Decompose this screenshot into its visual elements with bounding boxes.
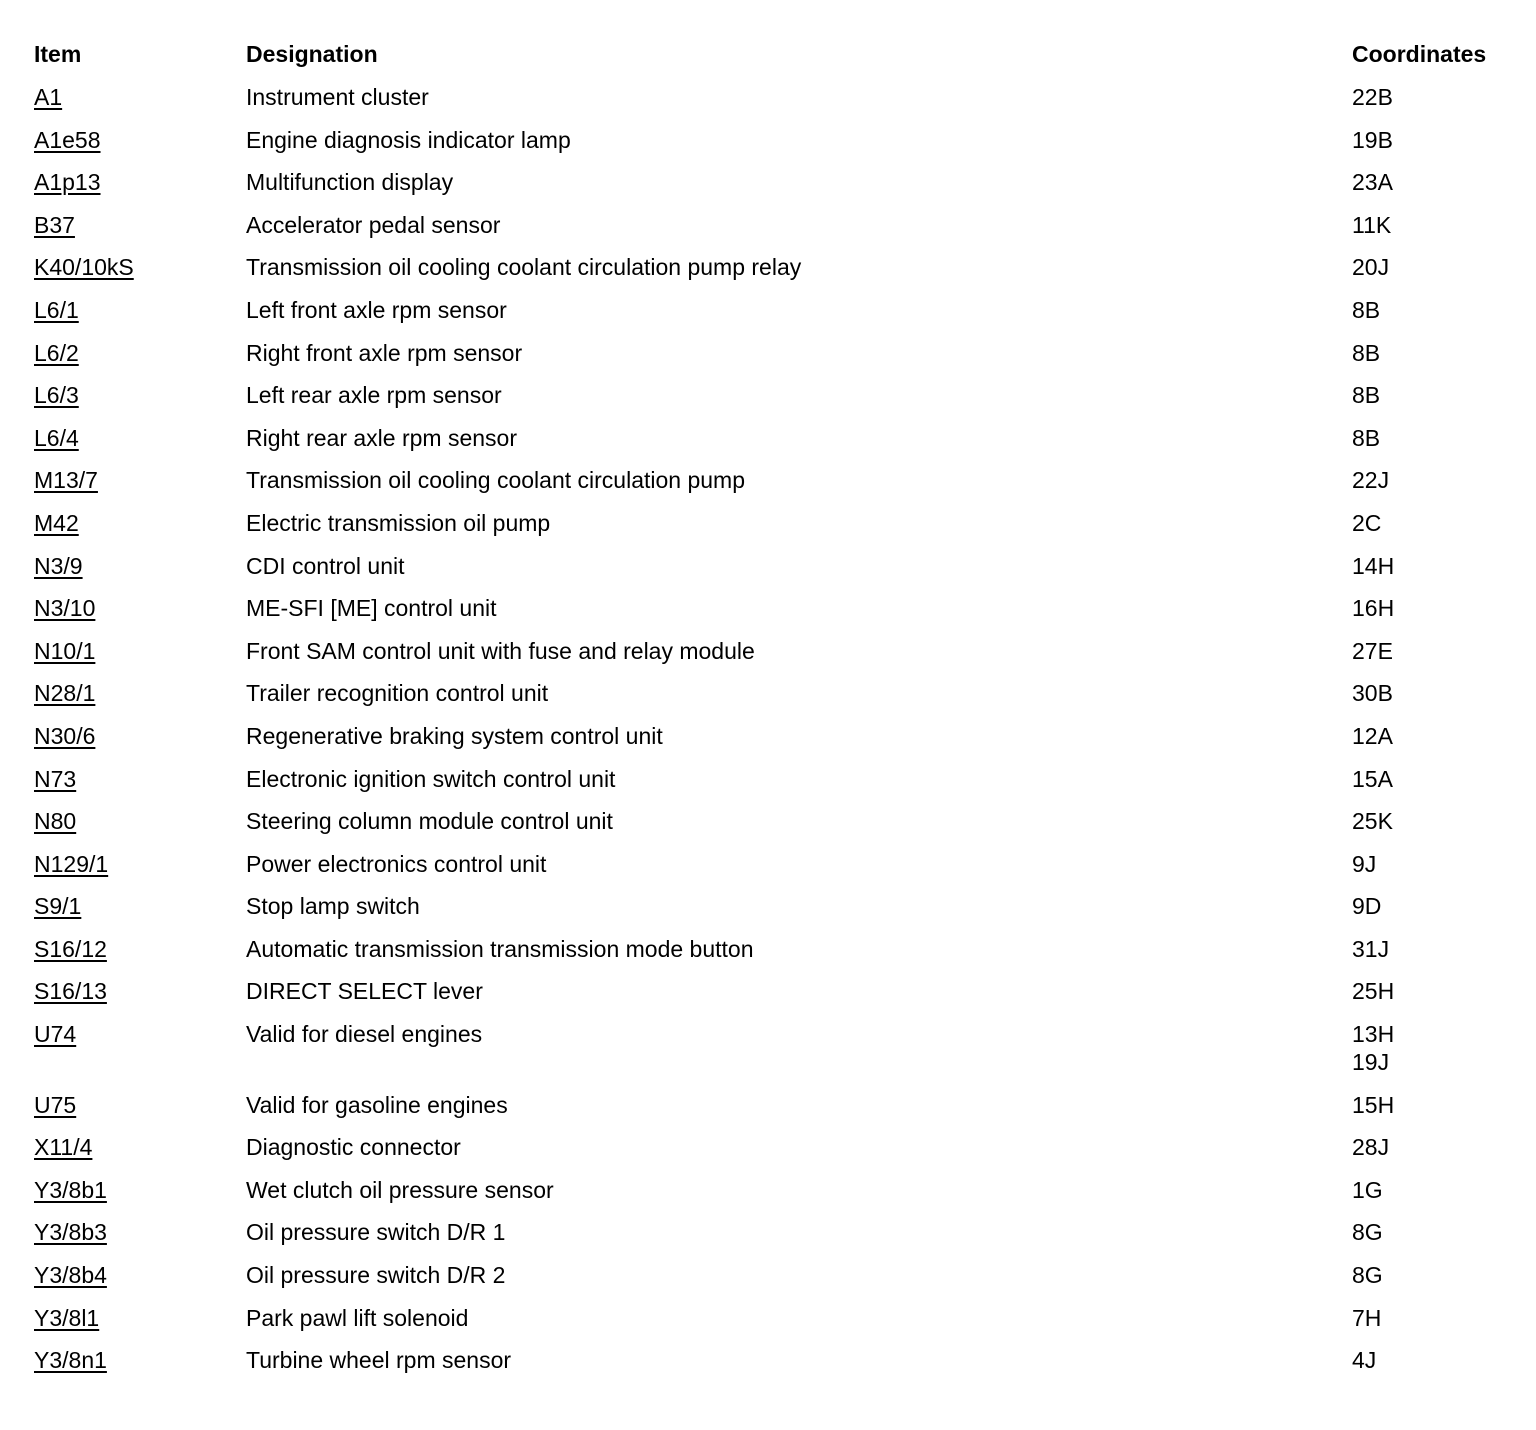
header-item: Item [34,41,82,67]
item-link[interactable]: U75 [34,1091,77,1118]
item-cell [34,246,246,289]
designation-cell: Multifunction display [246,169,454,196]
item-link[interactable]: M42 [34,509,79,536]
table-row [34,332,1512,375]
coordinate-value: 8G [1352,1219,1383,1246]
coordinate-value: 19J [1352,1049,1390,1076]
component-legend-table [34,40,1512,1382]
coordinates-cell [1352,1297,1512,1340]
table-row [34,119,1512,162]
coordinates-cell [1352,843,1512,886]
item-link[interactable]: L6/3 [34,382,79,409]
coordinate-value: 12A [1352,722,1393,749]
item-link[interactable]: L6/4 [34,424,79,451]
table-row [34,246,1512,289]
item-cell [34,1013,246,1084]
item-cell [34,630,246,673]
coordinate-value: 27E [1352,637,1393,664]
designation-cell: Left front axle rpm sensor [246,296,507,323]
coordinate-value: 8G [1352,1262,1383,1289]
item-link[interactable]: A1e58 [34,126,101,153]
item-link[interactable]: X11/4 [34,1134,93,1161]
coordinate-value: 15A [1352,765,1393,792]
table-header [34,40,1512,76]
coordinates-cell [1352,119,1512,162]
table-row [34,545,1512,588]
table-row [34,204,1512,247]
table-row [34,459,1512,502]
coordinate-value: 9J [1352,850,1377,877]
coordinate-value: 4J [1352,1347,1377,1374]
coordinates-cell [1352,1013,1512,1084]
item-link[interactable]: N28/1 [34,680,96,707]
coordinate-value: 23A [1352,169,1393,196]
item-link[interactable]: U74 [34,1021,77,1048]
designation-cell: Turbine wheel rpm sensor [246,1347,512,1374]
item-link[interactable]: N30/6 [34,722,96,749]
designation-cell: Right front axle rpm sensor [246,339,523,366]
designation-cell: Valid for gasoline engines [246,1091,508,1118]
table-row [34,1169,1512,1212]
item-link[interactable]: A1 [34,84,63,110]
designation-cell: Right rear axle rpm sensor [246,424,517,451]
item-link[interactable]: Y3/8n1 [34,1347,107,1374]
coordinates-cell [1352,246,1512,289]
coordinates-cell [1352,374,1512,417]
designation-cell: ME-SFI [ME] control unit [246,595,497,622]
coordinates-cell [1352,1084,1512,1127]
designation-cell: Stop lamp switch [246,893,420,920]
coordinate-value: 8B [1352,296,1381,323]
item-link[interactable]: Y3/8b4 [34,1262,107,1289]
header-designation: Designation [246,41,378,67]
table-row [34,374,1512,417]
coordinates-cell [1352,1211,1512,1254]
coordinate-value: 7H [1352,1304,1382,1331]
item-cell [34,1126,246,1169]
designation-cell: Transmission oil cooling coolant circulation pump [246,467,745,494]
item-link[interactable]: N129/1 [34,850,109,877]
coordinates-cell [1352,417,1512,460]
table-row [34,502,1512,545]
designation-cell: Oil pressure switch D/R 1 [246,1219,506,1246]
item-cell [34,587,246,630]
table-row [34,758,1512,801]
item-link[interactable]: A1p13 [34,169,101,196]
designation-cell: DIRECT SELECT lever [246,978,483,1005]
coordinate-value: 31J [1352,935,1390,962]
coordinates-cell [1352,545,1512,588]
coordinate-value: 16H [1352,595,1395,622]
designation-cell: Automatic transmission transmission mode button [246,935,754,962]
item-cell [34,1254,246,1297]
table-row [34,587,1512,630]
item-cell [34,545,246,588]
item-link[interactable]: S9/1 [34,893,82,920]
item-cell [34,76,246,119]
table-row [34,843,1512,886]
item-link[interactable]: N3/10 [34,595,96,622]
coordinates-cell [1352,502,1512,545]
designation-cell: Accelerator pedal sensor [246,211,501,238]
header-row [34,40,1512,76]
coordinates-cell [1352,204,1512,247]
item-cell [34,1297,246,1340]
designation-cell: Valid for diesel engines [246,1021,483,1048]
coordinates-cell [1352,1126,1512,1169]
coordinate-value: 14H [1352,552,1395,579]
designation-cell: Regenerative braking system control unit [246,722,663,749]
item-link[interactable]: Y3/8b1 [34,1176,107,1203]
coordinates-cell [1352,332,1512,375]
item-link[interactable]: K40/10kS [34,254,134,281]
coordinate-value: 19B [1352,126,1393,153]
coordinate-value: 9D [1352,893,1382,920]
table-row [34,800,1512,843]
table-row [34,161,1512,204]
table-row [34,417,1512,460]
item-link[interactable]: B37 [34,211,75,238]
coordinates-cell [1352,630,1512,673]
item-link[interactable]: M13/7 [34,467,98,494]
designation-cell: Transmission oil cooling coolant circulation pump relay [246,254,802,281]
coordinates-cell [1352,76,1512,119]
coordinate-value: 11K [1352,211,1392,238]
designation-cell: Electronic ignition switch control unit [246,765,616,792]
item-link[interactable]: N10/1 [34,637,96,664]
item-link[interactable]: Y3/8l1 [34,1304,100,1331]
coordinates-cell [1352,1169,1512,1212]
coordinate-value: 25H [1352,978,1395,1005]
designation-cell: CDI control unit [246,552,405,579]
coordinate-value: 2C [1352,509,1382,536]
coordinate-value: 22B [1352,84,1393,110]
table-row [34,1084,1512,1127]
coordinate-value: 20J [1352,254,1390,281]
item-link[interactable]: N3/9 [34,552,83,579]
coordinates-cell [1352,928,1512,971]
table-row [34,928,1512,971]
item-link[interactable]: N73 [34,765,77,792]
coordinate-value: 1G [1352,1176,1383,1203]
table-row [34,76,1512,119]
coordinates-cell [1352,885,1512,928]
coordinate-value: 22J [1352,467,1390,494]
table-row [34,1211,1512,1254]
coordinate-value: 13H [1352,1021,1395,1048]
coordinate-value: 28J [1352,1134,1390,1161]
coordinates-cell [1352,587,1512,630]
item-cell [34,204,246,247]
designation-cell: Front SAM control unit with fuse and relay module [246,637,755,664]
item-link[interactable]: N80 [34,808,77,835]
table-row [34,630,1512,673]
table-row [34,1126,1512,1169]
item-cell [34,502,246,545]
item-link[interactable]: L6/1 [34,296,79,323]
table-row [34,289,1512,332]
designation-cell: Diagnostic connector [246,1134,461,1161]
table-row [34,1013,1512,1084]
table-row [34,970,1512,1013]
designation-cell: Engine diagnosis indicator lamp [246,126,571,153]
table-row [34,715,1512,758]
coordinate-value: 8B [1352,339,1381,366]
designation-cell: Park pawl lift solenoid [246,1304,469,1331]
item-cell [34,459,246,502]
designation-cell: Electric transmission oil pump [246,509,551,536]
designation-cell: Instrument cluster [246,84,429,110]
item-cell [34,417,246,460]
table-row [34,1339,1512,1382]
item-link[interactable]: L6/2 [34,339,79,366]
item-cell [34,1211,246,1254]
designation-cell: Left rear axle rpm sensor [246,382,502,409]
coordinate-value: 30B [1352,680,1393,707]
item-cell [34,672,246,715]
item-cell [34,289,246,332]
coordinates-cell [1352,715,1512,758]
item-link[interactable]: S16/13 [34,978,107,1005]
table-body [34,76,1512,1382]
header-coordinates: Coordinates [1352,41,1487,67]
designation-cell: Power electronics control unit [246,850,547,877]
item-link[interactable]: S16/12 [34,935,107,962]
table-row [34,1297,1512,1340]
item-cell [34,715,246,758]
table-row [34,672,1512,715]
item-cell [34,970,246,1013]
coordinates-cell [1352,161,1512,204]
designation-cell: Oil pressure switch D/R 2 [246,1262,506,1289]
coordinates-cell [1352,672,1512,715]
coordinates-cell [1352,1339,1512,1382]
coordinates-cell [1352,758,1512,801]
item-cell [34,161,246,204]
item-cell [34,1169,246,1212]
table-row [34,1254,1512,1297]
item-link[interactable]: Y3/8b3 [34,1219,107,1246]
item-cell [34,800,246,843]
coordinate-value: 8B [1352,382,1381,409]
item-cell [34,374,246,417]
coordinate-value: 15H [1352,1091,1395,1118]
item-cell [34,332,246,375]
item-cell [34,843,246,886]
table-row [34,885,1512,928]
designation-cell: Steering column module control unit [246,808,613,835]
item-cell [34,1084,246,1127]
coordinates-cell [1352,970,1512,1013]
coordinates-cell [1352,800,1512,843]
coordinate-value: 25K [1352,808,1393,835]
item-cell [34,928,246,971]
item-cell [34,119,246,162]
item-cell [34,758,246,801]
coordinates-cell [1352,289,1512,332]
item-cell [34,1339,246,1382]
designation-cell: Trailer recognition control unit [246,680,549,707]
coordinates-cell [1352,459,1512,502]
item-cell [34,885,246,928]
coordinate-value: 8B [1352,424,1381,451]
designation-cell: Wet clutch oil pressure sensor [246,1176,554,1203]
coordinates-cell [1352,1254,1512,1297]
